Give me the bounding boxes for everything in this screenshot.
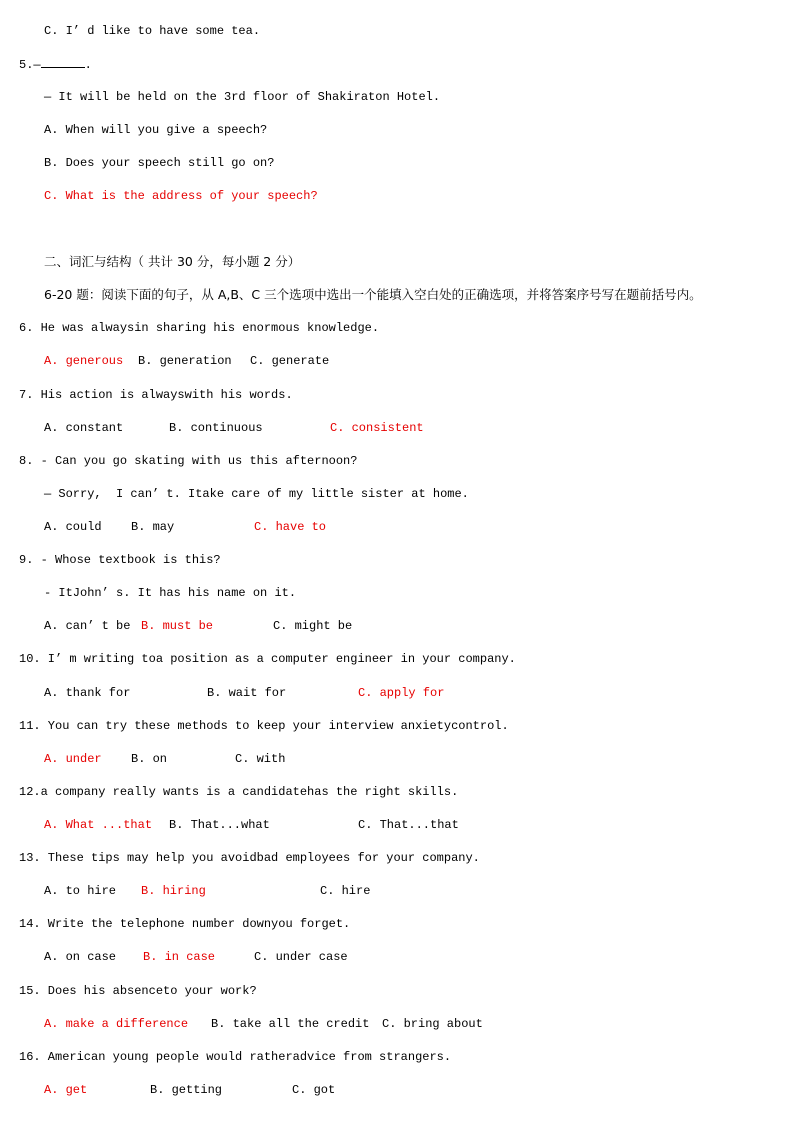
q14-option-c: C. under case	[254, 950, 348, 964]
q15-option-a-answer: A. make a difference	[44, 1017, 189, 1031]
q8-option-c-answer: C. have to	[254, 520, 327, 534]
q8-option-b: B. may	[131, 520, 175, 534]
q9-option-b-answer: B. must be	[141, 619, 214, 633]
q9-options	[44, 618, 744, 634]
q16-option-b: B. getting	[150, 1083, 223, 1097]
q6-stem: 6. He was alwaysin sharing his enormous knowledge.	[19, 321, 380, 335]
q5-number: 5.—	[19, 58, 41, 72]
q5-reply: — It will be held on the 3rd floor of Shakiraton Hotel.	[44, 90, 441, 104]
q14-options	[44, 949, 744, 965]
q12-option-c: C. That...that	[358, 818, 459, 832]
q10-stem: 10. I’ m writing toa position as a computer engineer in your company.	[19, 652, 516, 666]
q5-tail: .	[84, 58, 92, 72]
q15-options	[44, 1016, 764, 1032]
q11-option-a-answer: A. under	[44, 752, 102, 766]
q7-option-b: B. continuous	[169, 421, 263, 435]
q11-option-c: C. with	[235, 752, 286, 766]
q9-reply: - ItJohn’ s. It has his name on it.	[44, 586, 297, 600]
q5-option-a: A. When will you give a speech?	[44, 123, 268, 137]
q5-option-c-answer: C. What is the address of your speech?	[44, 189, 318, 203]
q9-option-c: C. might be	[273, 619, 353, 633]
q5-option-b: B. Does your speech still go on?	[44, 156, 275, 170]
q6-option-c: C. generate	[250, 354, 330, 368]
q6-option-a-answer: A. generous	[44, 354, 124, 368]
q11-option-b: B. on	[131, 752, 168, 766]
q15-option-c: C. bring about	[382, 1017, 483, 1031]
q10-option-a: A. thank for	[44, 686, 131, 700]
q10-option-c-answer: C. apply for	[358, 686, 445, 700]
q15-stem: 15. Does his absenceto your work?	[19, 984, 257, 998]
q4-option-c: C. I’ d like to have some tea.	[44, 24, 261, 38]
q12-option-a-answer: A. What ...that	[44, 818, 153, 832]
section2-heading: 二、词汇与结构（ 共计 30 分，每小题 2 分）	[44, 254, 301, 269]
q10-options	[44, 685, 744, 701]
q16-option-c: C. got	[292, 1083, 336, 1097]
q5-blank	[41, 56, 85, 68]
q13-option-b-answer: B. hiring	[141, 884, 206, 898]
q8-option-a: A. could	[44, 520, 102, 534]
q7-option-c-answer: C. consistent	[330, 421, 424, 435]
q7-options	[44, 420, 744, 436]
q7-stem: 7. His action is alwayswith his words.	[19, 388, 293, 402]
q16-option-a-answer: A. get	[44, 1083, 88, 1097]
q12-options	[44, 817, 744, 833]
q13-options	[44, 883, 744, 899]
q9-stem: 9. - Whose textbook is this?	[19, 553, 221, 567]
q10-option-b: B. wait for	[207, 686, 287, 700]
q6-option-b: B. generation	[138, 354, 232, 368]
q8-options	[44, 519, 744, 535]
q13-option-a: A. to hire	[44, 884, 117, 898]
section2-instruction: 6-20 题：阅读下面的句子，从 A,B、C 三个选项中选出一个能填入空白处的正确选项，并将答案序号写在题前括号内。	[44, 287, 702, 302]
q12-option-b: B. That...what	[169, 818, 270, 832]
q16-options	[44, 1082, 744, 1098]
q16-stem: 16. American young people would ratheradvice from strangers.	[19, 1050, 452, 1064]
q14-option-b-answer: B. in case	[143, 950, 216, 964]
q12-stem: 12.a company really wants is a candidatehas the right skills.	[19, 785, 459, 799]
q11-options	[44, 751, 744, 767]
q13-option-c: C. hire	[320, 884, 371, 898]
q7-option-a: A. constant	[44, 421, 124, 435]
q9-option-a: A. can’ t be	[44, 619, 131, 633]
q14-option-a: A. on case	[44, 950, 117, 964]
q5-stem	[19, 56, 92, 72]
q8-reply: — Sorry, I can’ t. Itake care of my little sister at home.	[44, 487, 469, 501]
q6-options	[44, 353, 744, 369]
q8-stem: 8. - Can you go skating with us this afternoon?	[19, 454, 358, 468]
q11-stem: 11. You can try these methods to keep your interview anxietycontrol.	[19, 719, 509, 733]
q15-option-b: B. take all the credit	[211, 1017, 370, 1031]
q14-stem: 14. Write the telephone number downyou forget.	[19, 917, 351, 931]
q13-stem: 13. These tips may help you avoidbad employees for your company.	[19, 851, 480, 865]
